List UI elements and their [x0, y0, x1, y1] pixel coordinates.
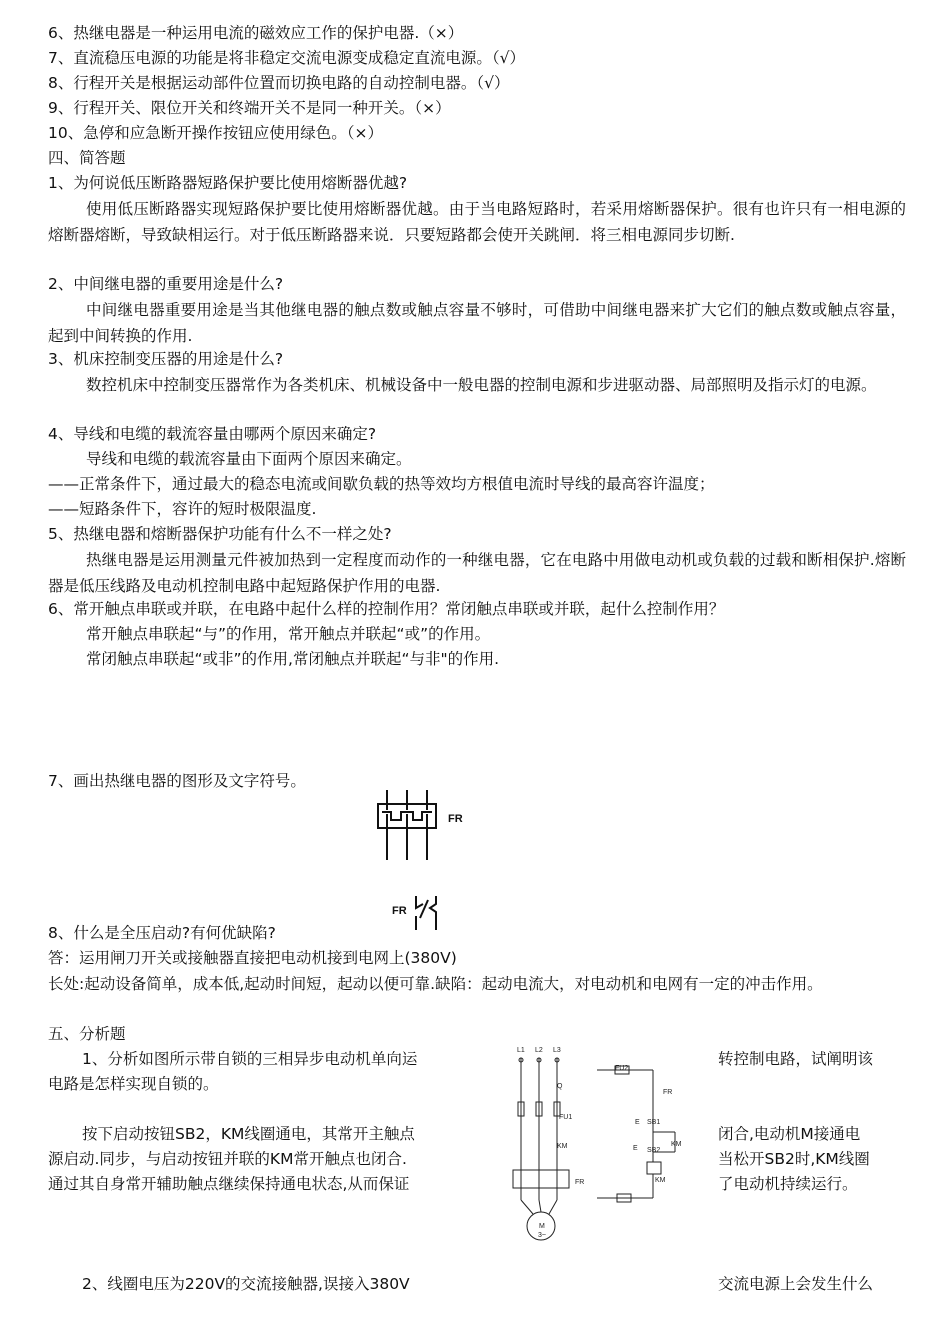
analysis-a1-left-1: 按下启动按钮SB2，KM线圈通电，其常开主触点 — [82, 1125, 415, 1143]
label-E1: E — [635, 1119, 640, 1126]
label-FR-main: FR — [575, 1179, 585, 1186]
analysis-a1-right-3: 了电动机持续运行。 — [718, 1175, 858, 1193]
answer-4-line-1: ——正常条件下，通过最大的稳态电流或间歇负载的热等效均方根值电流时导线的最高容许温度； — [48, 475, 715, 493]
answer-4-line-2: ——短路条件下，容许的短时极限温度. — [48, 500, 317, 518]
thermal-relay-heater-symbol — [370, 782, 480, 868]
label-KM-coil: KM — [655, 1177, 666, 1184]
label-E2: E — [633, 1145, 638, 1152]
label-L2: L2 — [535, 1047, 543, 1054]
analysis-a1-right-1: 闭合,电动机M接通电 — [718, 1125, 861, 1143]
question-2: 2、中间继电器的重要用途是什么? — [48, 275, 284, 293]
question-3: 3、机床控制变压器的用途是什么? — [48, 350, 284, 368]
label-L1: L1 — [517, 1047, 525, 1054]
answer-6-line-2: 常闭触点串联起“或非”的作用,常闭触点并联起“与非"的作用. — [86, 650, 500, 668]
label-FU1: FU1 — [559, 1114, 573, 1121]
answer-8-line-1: 答：运用闸刀开关或接触器直接把电动机接到电网上(380V) — [48, 949, 457, 967]
answer-6-line-1: 常开触点串联起“与”的作用，常开触点并联起“或”的作用。 — [86, 625, 491, 643]
fr-label-1: FR — [448, 813, 463, 825]
question-6: 6、常开触点串联或并联，在电路中起什么样的控制作用？常闭触点串联或并联，起什么控制作用？ — [48, 600, 725, 618]
question-1: 1、为何说低压断路器短路保护要比使用熔断器优越? — [48, 174, 408, 192]
tf-item-10: 10、急停和应急断开操作按钮应使用绿色。（×） — [48, 124, 383, 142]
question-4: 4、导线和电缆的载流容量由哪两个原因来确定? — [48, 425, 377, 443]
section-title-analysis: 五、分析题 — [48, 1025, 126, 1043]
analysis-q1-right-1: 转控制电路，试阐明该 — [718, 1050, 874, 1068]
label-KM-main: KM — [557, 1143, 568, 1150]
tf-item-9: 9、行程开关、限位开关和终端开关不是同一种开关。（×） — [48, 99, 451, 117]
tf-item-8: 8、行程开关是根据运动部件位置而切换电路的自动控制电器。（√） — [48, 74, 510, 92]
label-Q: Q — [557, 1083, 563, 1090]
label-motor-phase: 3~ — [538, 1232, 546, 1239]
analysis-q1-left-1: 1、分析如图所示带自锁的三相异步电动机单向运 — [82, 1050, 418, 1068]
thermal-relay-contact-symbol — [390, 890, 460, 936]
question-5: 5、热继电器和熔断器保护功能有什么不一样之处? — [48, 525, 392, 543]
analysis-q2-left: 2、线圈电压为220V的交流接触器,误接入380V — [82, 1275, 410, 1293]
analysis-a1-right-2: 当松开SB2时,KM线圈 — [718, 1150, 870, 1168]
label-SB2: SB2 — [647, 1147, 661, 1154]
label-FR-ctrl: FR — [663, 1089, 673, 1096]
label-SB1: SB1 — [647, 1119, 661, 1126]
answer-1: 使用低压断路器实现短路保护要比使用熔断器优越。由于当电路短路时，若采用熔断器保护。很有也许只有一相电源的熔断器熔断，导致缺相运行。对于低压断路器来说．只要短路都会使开关跳闸．将三相电源同步切断. — [48, 200, 906, 244]
label-FU2: FU2 — [615, 1065, 629, 1072]
analysis-q1-left-2: 电路是怎样实现自锁的。 — [48, 1075, 219, 1093]
answer-5: 热继电器是运用测量元件被加热到一定程度而动作的一种继电器，它在电路中用做电动机或负载的过载和断相保护.熔断器是低压线路及电动机控制电路中起短路保护作用的电器. — [48, 551, 906, 595]
answer-4-intro: 导线和电缆的载流容量由下面两个原因来确定。 — [86, 450, 412, 468]
label-motor: M — [539, 1223, 545, 1230]
fr-label-2: FR — [392, 905, 407, 917]
answer-8-line-2: 长处:起动设备简单，成本低,起动时间短，起动以便可靠.缺陷：起动电流大，对电动机和电网有一定的冲击作用。 — [48, 975, 823, 993]
label-KM-aux: KM — [671, 1141, 682, 1148]
tf-item-6: 6、热继电器是一种运用电流的磁效应工作的保护电器.（×） — [48, 24, 464, 42]
tf-item-7: 7、直流稳压电源的功能是将非稳定交流电源变成稳定直流电源。（√） — [48, 49, 525, 67]
analysis-q2-right: 交流电源上会发生什么 — [718, 1275, 874, 1293]
answer-3: 数控机床中控制变压器常作为各类机床、机械设备中一般电器的控制电源和步进驱动器、局部照明及指示灯的电源。 — [86, 376, 877, 394]
question-7: 7、画出热继电器的图形及文字符号。 — [48, 772, 306, 790]
analysis-a1-left-3: 通过其自身常开辅助触点继续保持通电状态,从而保证 — [48, 1175, 410, 1193]
section-title-short-answer: 四、简答题 — [48, 149, 126, 167]
answer-2: 中间继电器重要用途是当其他继电器的触点数或触点容量不够时，可借助中间继电器来扩大它们的触点数或触点容量，起到中间转换的作用. — [48, 301, 906, 345]
analysis-a1-left-2: 源启动.同步，与启动按钮并联的KM常开触点也闭合. — [48, 1150, 407, 1168]
question-8: 8、什么是全压启动?有何优缺陷? — [48, 924, 276, 942]
motor-self-lock-circuit-diagram — [505, 1040, 705, 1250]
label-L3: L3 — [553, 1047, 561, 1054]
